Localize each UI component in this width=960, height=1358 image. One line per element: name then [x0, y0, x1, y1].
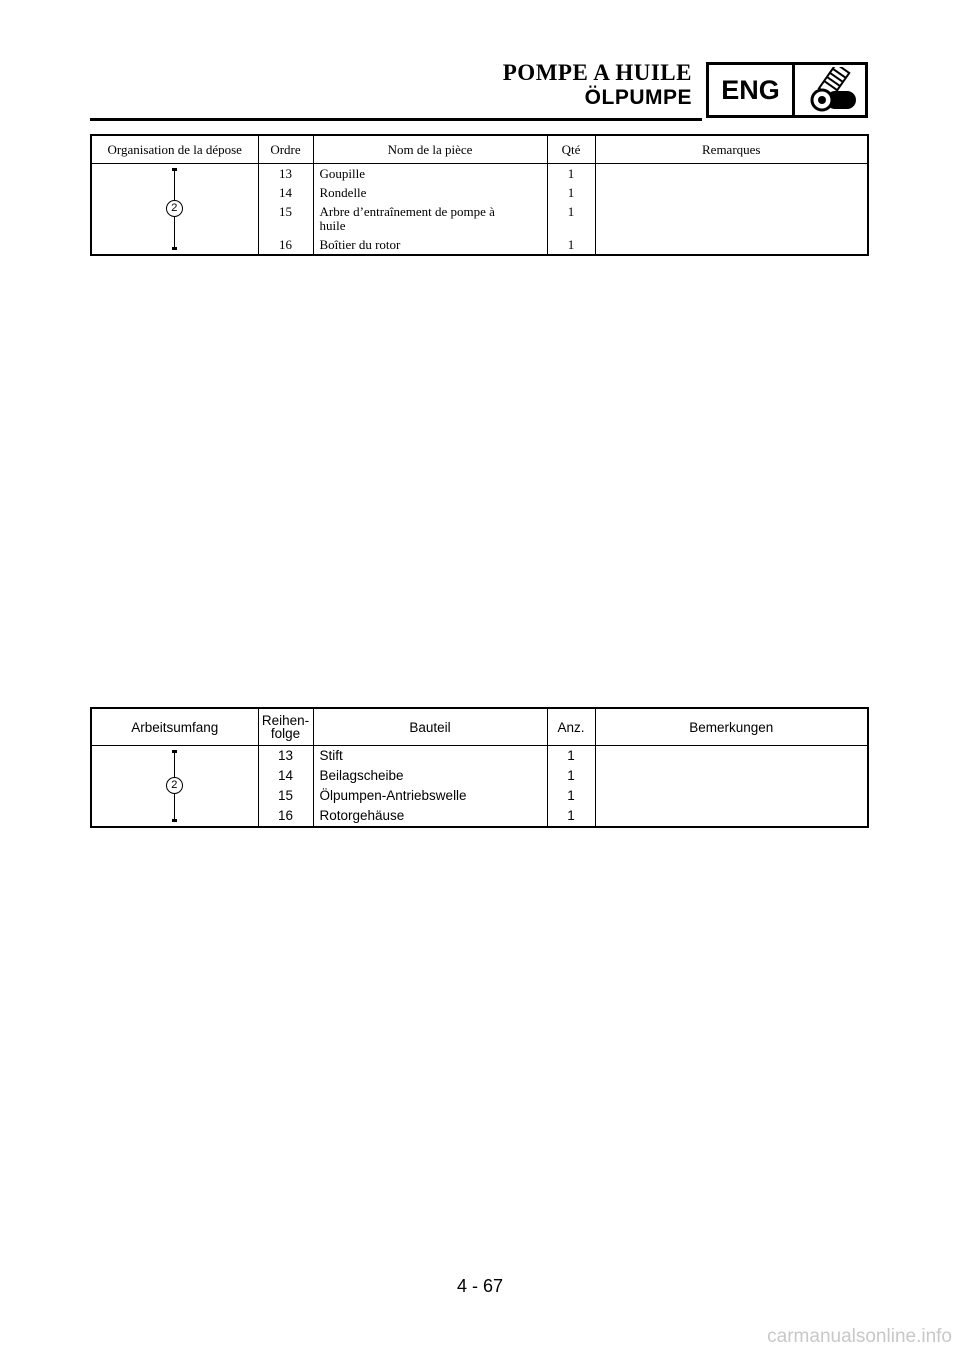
header-arbeitsumfang: Arbeitsumfang [91, 708, 258, 746]
removal-group-cell [91, 746, 258, 828]
removal-group-cell [91, 164, 258, 256]
group-number: 2 [166, 777, 183, 794]
section-badge [706, 62, 868, 118]
part-name-cell: Goupille [313, 164, 547, 184]
removal-table-french [90, 134, 869, 256]
part-name-cell: Boîtier du rotor [313, 235, 547, 255]
header-reihenfolge-line1: Reihen- [261, 713, 310, 728]
order-cell: 13 [258, 164, 313, 184]
qty-cell: 1 [547, 746, 595, 767]
order-cell: 16 [258, 806, 313, 827]
order-cell: 15 [258, 786, 313, 806]
group-bracket [165, 168, 185, 250]
qty-cell: 1 [547, 766, 595, 786]
qty-cell: 1 [547, 202, 595, 235]
header-reihenfolge-line2: folge [270, 726, 301, 741]
qty-cell: 1 [547, 164, 595, 184]
qty-cell: 1 [547, 235, 595, 255]
header-bemerkungen: Bemerkungen [595, 708, 868, 746]
header-qte: Qté [547, 135, 595, 164]
page-title-french: POMPE A HUILE [502, 60, 692, 85]
watermark: carmanualsonline.info [767, 1326, 952, 1347]
group-bracket [165, 750, 185, 822]
order-cell: 13 [258, 746, 313, 767]
removal-table-german [90, 707, 869, 828]
qty-cell: 1 [547, 806, 595, 827]
header-reihenfolge [258, 708, 313, 746]
header-nom: Nom de la pièce [313, 135, 547, 164]
page-number: 4 - 67 [456, 1276, 504, 1296]
table-header-row [91, 135, 868, 164]
header-rule [90, 118, 702, 121]
part-name-cell: Arbre d’entraînement de pompe à huile [313, 202, 547, 235]
order-cell: 15 [258, 202, 313, 235]
table-row [91, 746, 868, 767]
header-ordre: Ordre [258, 135, 313, 164]
group-number: 2 [166, 200, 183, 217]
order-cell: 14 [258, 766, 313, 786]
order-cell: 16 [258, 235, 313, 255]
section-badge-label: ENG [709, 65, 795, 115]
remarks-cell [595, 164, 868, 256]
header-bauteil: Bauteil [313, 708, 547, 746]
part-name-cell: Stift [313, 746, 547, 767]
qty-cell: 1 [547, 786, 595, 806]
order-cell: 14 [258, 183, 313, 202]
page-title-german: ÖLPUMPE [584, 86, 692, 109]
header-remarques: Remarques [595, 135, 868, 164]
table-header-row [91, 708, 868, 746]
remarks-cell [595, 746, 868, 828]
qty-cell: 1 [547, 183, 595, 202]
engine-piston-icon [795, 65, 865, 115]
header-anz: Anz. [547, 708, 595, 746]
part-name-cell: Beilagscheibe [313, 766, 547, 786]
table-row [91, 164, 868, 184]
part-name-cell: Rondelle [313, 183, 547, 202]
part-name-cell: Rotorgehäuse [313, 806, 547, 827]
part-name-cell: Ölpumpen-Antriebswelle [313, 786, 547, 806]
header-organisation: Organisation de la dépose [91, 135, 258, 164]
